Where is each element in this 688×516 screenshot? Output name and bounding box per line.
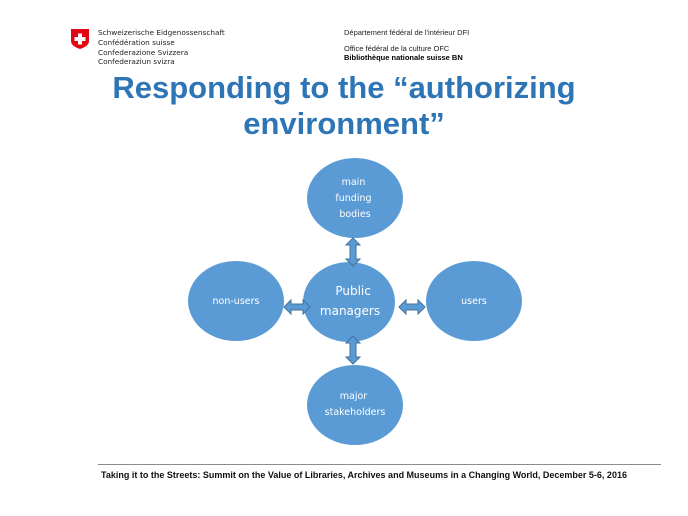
arrow-bottom-icon [346,336,360,364]
slide-title-line-1: Responding to the “authorizing [112,70,576,105]
node-top-label-3: bodies [339,209,371,220]
library-name: Bibliothèque nationale suisse BN [344,53,463,62]
node-top-label-1: main [341,177,366,188]
svg-text:users [461,296,487,307]
node-left-label: non-users [212,296,260,307]
footer-text: Taking it to the Streets: Summit on the Value of Libraries, Archives and Museums in a Changing World, December 5-6, 2016 [101,470,627,480]
node-bottom-label-1: major [339,391,368,402]
node-right-label: users [461,296,487,307]
slide-title-line-2: environment” [243,106,445,141]
node-center-label-2: managers [319,304,381,318]
footer-divider [98,464,661,465]
office-name: Office fédéral de la culture OFC [344,43,450,53]
confederation-line-rm: Confederaziun svizra [98,57,175,67]
confederation-line-it: Confederazione Svizzera [98,47,189,57]
node-center [303,262,395,342]
arrow-top-icon [346,238,360,266]
svg-text:non-users [213,296,260,307]
confederation-line-fr: Confédération suisse [98,37,175,47]
node-top-label-2: funding [335,193,372,204]
node-center-label-1: Public [335,284,371,298]
node-bottom-label-2: stakeholders [324,407,386,418]
department-name: Département fédéral de l'intérieur DFI [344,28,470,37]
node-bottom [307,365,403,445]
arrow-right-icon [399,300,425,314]
confederation-line-de: Schweizerische Eidgenossenschaft [98,28,225,37]
